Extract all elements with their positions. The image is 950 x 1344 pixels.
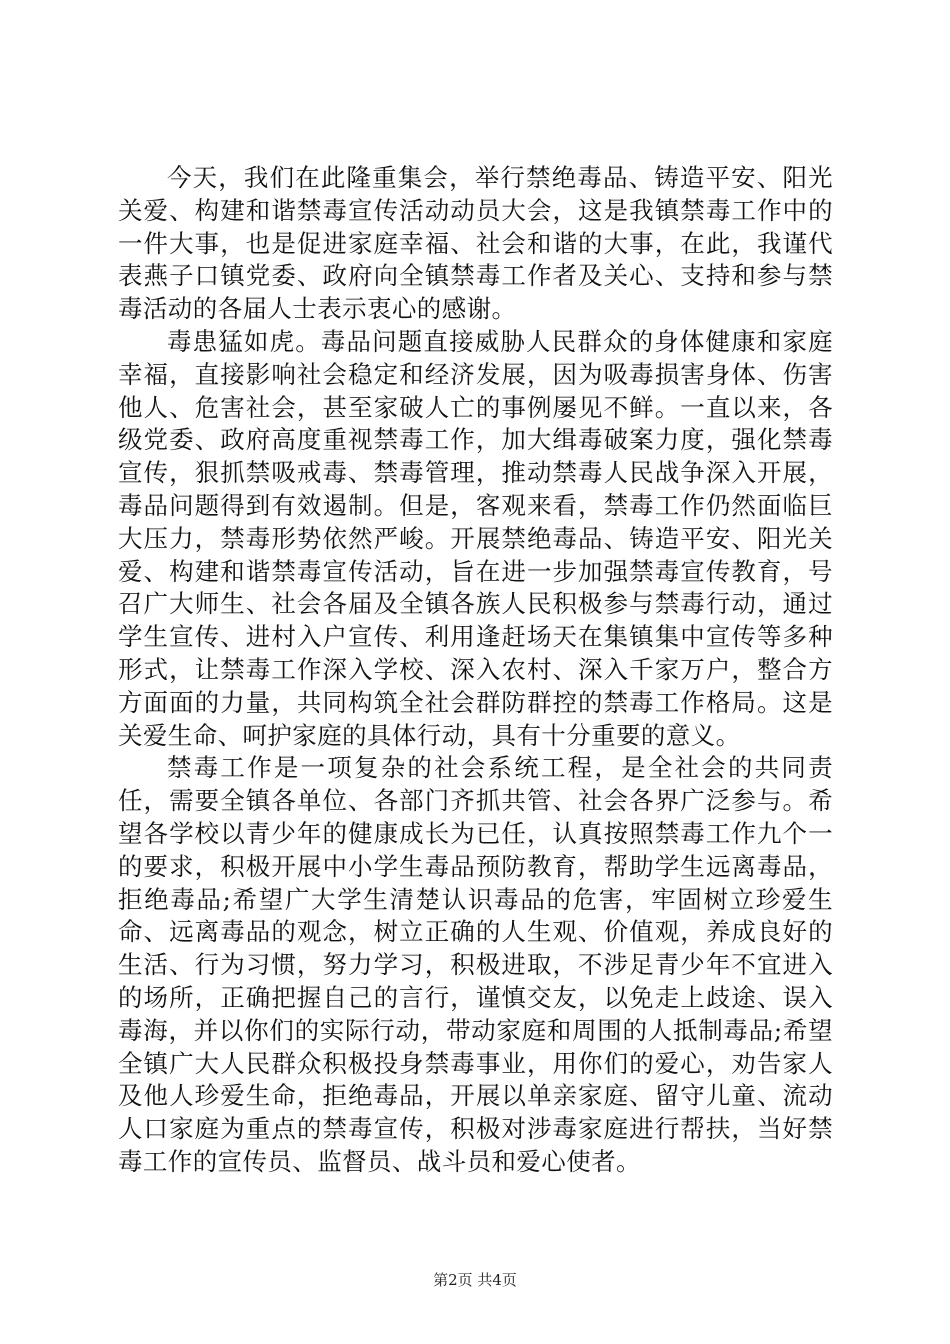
paragraph-2: 毒患猛如虎。毒品问题直接威胁人民群众的身体健康和家庭幸福，直接影响社会稳定和经济发展，因为吸毒损害身体、伤害他人、危害社会，甚至家破人亡的事例屡见不鲜。一直以来，各级党委、政府高度重视禁毒工作，加大缉毒破案力度，强化禁毒宣传，狠抓禁吸戒毒、禁毒管理，推动禁毒人民战争深入开展，毒品问题得到有效遏制。但是，客观来看，禁毒工作仍然面临巨大压力，禁毒形势依然严峻。开展禁绝毒品、铸造平安、阳光关爱、构建和谐禁毒宣传活动，旨在进一步加强禁毒宣传教育，号召广大师生、社会各届及全镇各族人民积极参与禁毒行动，通过学生宣传、进村入户宣传、利用逢赶场天在集镇集中宣传等多种形式，让禁毒工作深入学校、深入农村、深入千家万户，整合方方面面的力量，共同构筑全社会群防群控的禁毒工作格局。这是关爱生命、呵护家庭的具体行动，具有十分重要的意义。 xyxy=(118,326,833,750)
paragraph-1: 今天，我们在此隆重集会，举行禁绝毒品、铸造平安、阳光关爱、构建和谐禁毒宣传活动动员大会，这是我镇禁毒工作中的一件大事，也是促进家庭幸福、社会和谐的大事，在此，我谨代表燕子口镇党委、政府向全镇禁毒工作者及关心、支持和参与禁毒活动的各届人士表示衷心的感谢。 xyxy=(118,163,833,324)
page-number-footer: 第2页 共4页 xyxy=(433,1271,517,1289)
paragraph-3: 禁毒工作是一项复杂的社会系统工程，是全社会的共同责任，需要全镇各单位、各部门齐抓共管、社会各界广泛参与。希望各学校以青少年的健康成长为已任，认真按照禁毒工作九个一的要求，积极开展中小学生毒品预防教育，帮助学生远离毒品，拒绝毒品;希望广大学生清楚认识毒品的危害，牢固树立珍爱生命、远离毒品的观念，树立正确的人生观、价值观，养成良好的生活、行为习惯，努力学习，积极进取，不涉足青少年不宜进入的场所，正确把握自己的言行，谨慎交友，以免走上歧途、误入毒海，并以你们的实际行动，带动家庭和周围的人抵制毒品;希望全镇广大人民群众积极投身禁毒事业，用你们的爱心，劝告家人及他人珍爱生命，拒绝毒品，开展以单亲家庭、留守儿童、流动人口家庭为重点的禁毒宣传，积极对涉毒家庭进行帮扶，当好禁毒工作的宣传员、监督员、战斗员和爱心使者。 xyxy=(118,753,833,1176)
document-body xyxy=(118,162,833,1179)
